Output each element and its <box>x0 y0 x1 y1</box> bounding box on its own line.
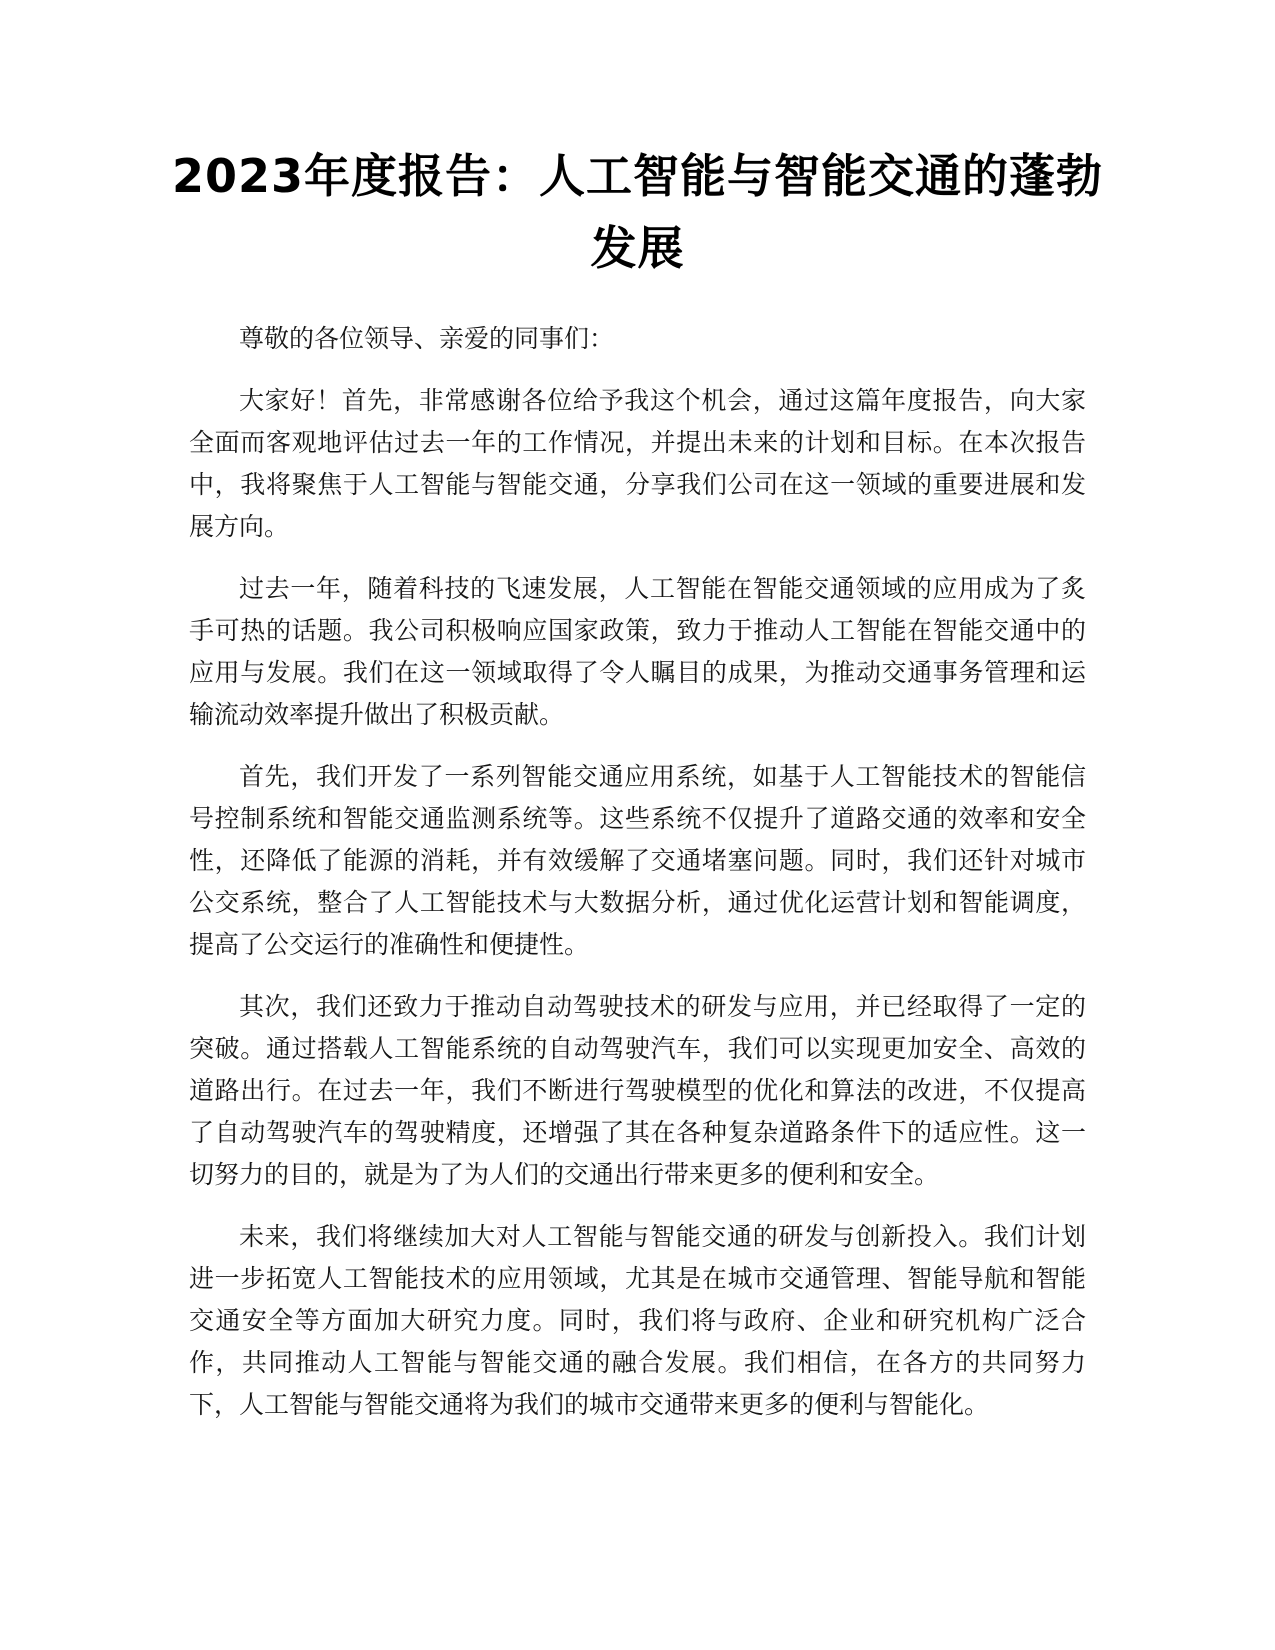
document-body <box>189 318 1086 1446</box>
document-title: 2023年度报告：人工智能与智能交通的蓬勃发展 <box>171 149 1104 275</box>
paragraph-systems: 首先，我们开发了一系列智能交通应用系统，如基于人工智能技术的智能信号控制系统和智能交通监测系统等。这些系统不仅提升了道路交通的效率和安全性，还降低了能源的消耗，并有效缓解了交通堵塞问题。同时，我们还针对城市公交系统，整合了人工智能技术与大数据分析，通过优化运营计划和智能调度，提高了公交运行的准确性和便捷性。 <box>189 762 1086 959</box>
paragraph-salutation: 尊敬的各位领导、亲爱的同事们： <box>239 324 615 353</box>
paragraph-intro: 大家好！首先，非常感谢各位给予我这个机会，通过这篇年度报告，向大家全面而客观地评估过去一年的工作情况，并提出未来的计划和目标。在本次报告中，我将聚焦于人工智能与智能交通，分享我们公司在这一领域的重要进展和发展方向。 <box>189 386 1086 541</box>
paragraph-future: 未来，我们将继续加大对人工智能与智能交通的研发与创新投入。我们计划进一步拓宽人工智能技术的应用领域，尤其是在城市交通管理、智能导航和智能交通安全等方面加大研究力度。同时，我们将与政府、企业和研究机构广泛合作，共同推动人工智能与智能交通的融合发展。我们相信，在各方的共同努力下，人工智能与智能交通将为我们的城市交通带来更多的便利与智能化。 <box>189 1222 1086 1419</box>
paragraph-autonomous-driving: 其次，我们还致力于推动自动驾驶技术的研发与应用，并已经取得了一定的突破。通过搭载人工智能系统的自动驾驶汽车，我们可以实现更加安全、高效的道路出行。在过去一年，我们不断进行驾驶模型的优化和算法的改进，不仅提高了自动驾驶汽车的驾驶精度，还增强了其在各种复杂道路条件下的适应性。这一切努力的目的，就是为了为人们的交通出行带来更多的便利和安全。 <box>189 992 1086 1189</box>
paragraph-past-year: 过去一年，随着科技的飞速发展，人工智能在智能交通领域的应用成为了炙手可热的话题。我公司积极响应国家政策，致力于推动人工智能在智能交通中的应用与发展。我们在这一领域取得了令人瞩目的成果，为推动交通事务管理和运输流动效率提升做出了积极贡献。 <box>189 574 1086 729</box>
